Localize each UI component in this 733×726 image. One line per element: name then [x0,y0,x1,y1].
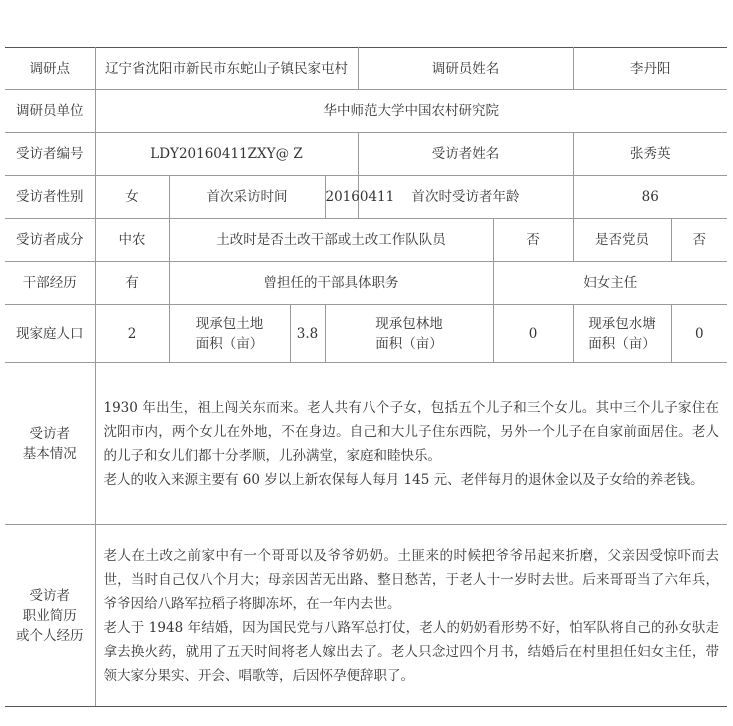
personal-history-paragraph-2: 老人于 1948 年结婚，因为国民党与八路军总打仗，老人的奶奶看形势不好，怕军队将自己的孙女驮走拿去换火药，就用了五天时间将老人嫁出去了。老人只念过四个月书，结婚后在村里担任妇女主任，带领大家分果实、开会、唱歌等，后因怀孕便辞职了。 [103,619,719,684]
respondent-id-value: LDY20160411ZXY@ Z [95,133,358,176]
basic-situation-label-line2: 基本情况 [22,445,77,462]
row-survey-site [5,48,727,90]
respondent-info-table [5,47,727,707]
respondent-sex-value: 女 [95,176,169,219]
respondent-age-label: 首次时受访者年龄 [358,176,573,219]
contracted-land-label [169,305,290,363]
basic-situation-label-line1: 受访者 [29,425,70,442]
survey-site-label: 调研点 [5,48,95,90]
row-household [5,305,727,363]
contracted-pond-label [573,305,671,363]
row-cadre-experience [5,262,727,305]
researcher-name-value: 李丹阳 [573,48,727,90]
cadre-post-value: 妇女主任 [493,262,727,305]
land-reform-cadre-value: 否 [493,219,573,262]
personal-history-paragraph-1: 老人在土改之前家中有一个哥哥以及爷爷奶奶。土匪来的时候把爷爷吊起来折磨，父亲因受惊吓而去世，当时自己仅八个月大；母亲因苦无出路、整日愁苦，于老人十一岁时去世。后来哥哥当了六年兵，爷爷因给八路军拉稻子将脚冻坏，在一年内去世。 [103,547,719,612]
researcher-name-label: 调研员姓名 [358,48,573,90]
respondent-age-value: 86 [573,176,727,219]
respondent-class-label: 受访者成分 [5,219,95,262]
basic-situation-label [5,363,95,525]
contracted-pond-label-line1: 现承包水塘 [588,315,656,332]
personal-history-label-line2: 职业简历 [22,607,77,624]
cadre-experience-label: 干部经历 [5,262,95,305]
contracted-pond-label-line2: 面积（亩） [588,335,656,352]
row-researcher-unit [5,90,727,133]
household-size-value: 2 [95,305,169,363]
party-member-label: 是否党员 [573,219,671,262]
contracted-forest-label-line2: 面积（亩） [375,335,443,352]
cadre-post-label: 曾担任的干部具体职务 [169,262,493,305]
personal-history-label-line1: 受访者 [29,587,70,604]
household-size-label: 现家庭人口 [5,305,95,363]
contracted-forest-label [325,305,493,363]
first-interview-date-value: 20160411 [325,176,358,219]
first-interview-date-label: 首次采访时间 [169,176,325,219]
researcher-unit-label: 调研员单位 [5,90,95,133]
respondent-class-value: 中农 [95,219,169,262]
survey-sheet [5,0,727,726]
basic-situation-paragraph-1: 1930 年出生，祖上闯关东而来。老人共有八个子女，包括五个儿子和三个女儿。其中三个儿子家住在沈阳市内，两个女儿在外地，不在身边。自己和大儿子住东西院，另外一个儿子在自家前面居住。老人的儿子和女儿们都十分孝顺，儿孙满堂，家庭和睦快乐。 [103,399,719,464]
respondent-name-label: 受访者姓名 [358,133,573,176]
basic-situation-text [95,363,727,525]
survey-site-value: 辽宁省沈阳市新民市东蛇山子镇民家屯村 [95,48,358,90]
contracted-land-label-line1: 现承包土地 [195,315,264,332]
cadre-experience-value: 有 [95,262,169,305]
party-member-value: 否 [671,219,727,262]
researcher-unit-value: 华中师范大学中国农村研究院 [95,90,727,133]
contracted-land-value: 3.8 [290,305,325,363]
row-basic-situation [5,363,727,525]
basic-situation-paragraph-2: 老人的收入来源主要有 60 岁以上新农保每人每月 145 元、老伴每月的退休金以及子女给的养老钱。 [103,471,704,488]
respondent-id-label: 受访者编号 [5,133,95,176]
row-respondent-id [5,133,727,176]
land-reform-cadre-label: 土改时是否土改干部或土改工作队队员 [169,219,493,262]
personal-history-label-line3: 或个人经历 [16,627,84,644]
row-personal-history [5,525,727,707]
row-respondent-class [5,219,727,262]
contracted-forest-value: 0 [493,305,573,363]
row-respondent-sex [5,176,727,219]
respondent-name-value: 张秀英 [573,133,727,176]
personal-history-text [95,525,727,707]
personal-history-label [5,525,95,707]
contracted-land-label-line2: 面积（亩） [195,335,264,352]
contracted-forest-label-line1: 现承包林地 [375,315,443,332]
respondent-sex-label: 受访者性别 [5,176,95,219]
contracted-pond-value: 0 [671,305,727,363]
